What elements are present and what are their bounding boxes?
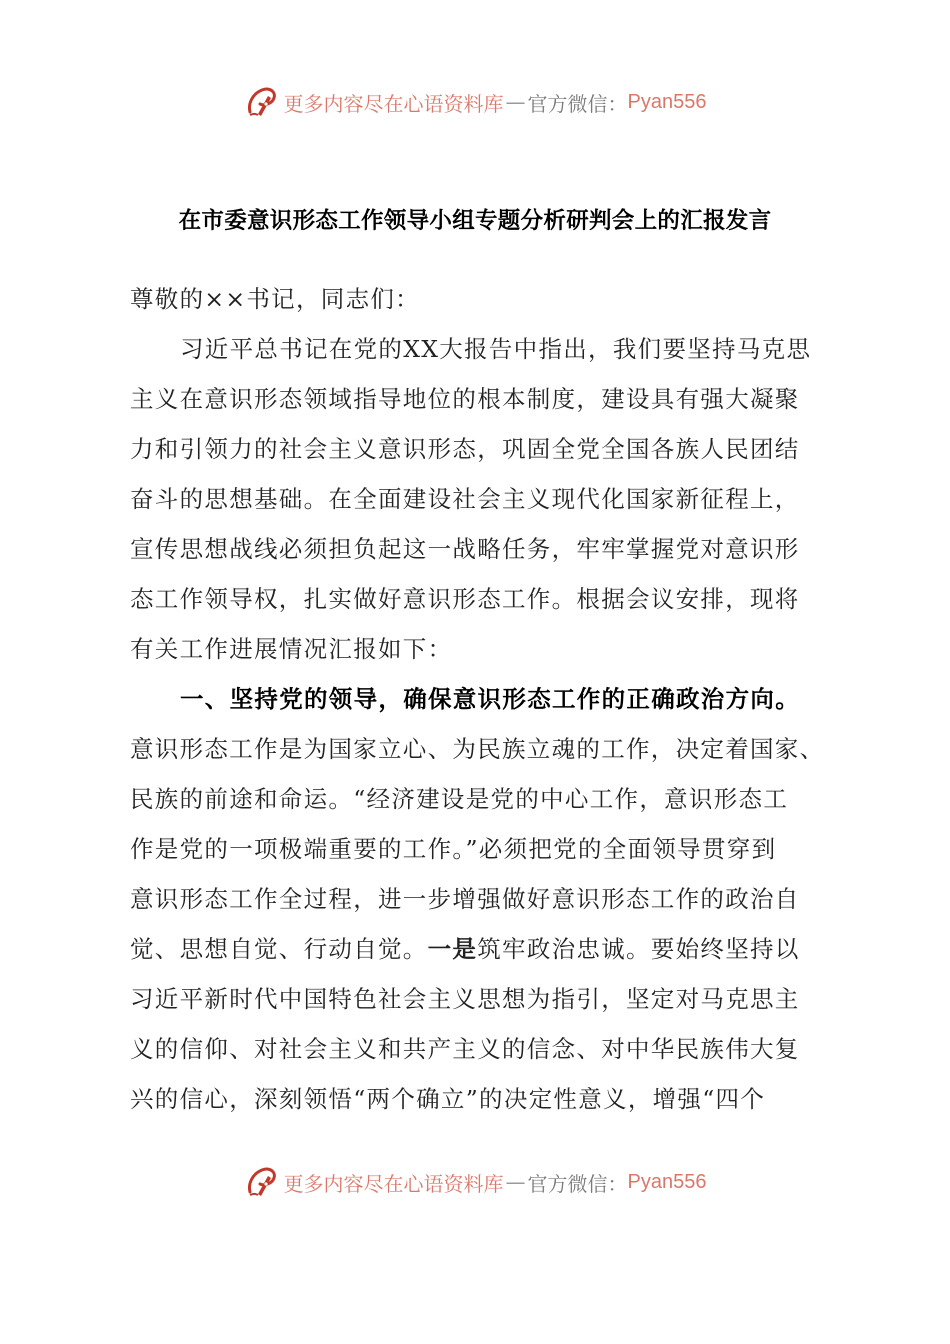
paragraph-line: 态工作领导权，扎实做好意识形态工作。根据会议安排，现将 [130, 585, 800, 613]
document-body [130, 274, 840, 1124]
paragraph-line: 作是党的一项极端重要的工作。”必须把党的全面领导贯穿到 [130, 835, 777, 863]
paragraph-text: 觉、思想自觉、行动自觉。 [130, 935, 428, 963]
watermark-separator: — [505, 1170, 526, 1194]
bold-lead-text: 一是 [427, 935, 478, 963]
paragraph-line: 义的信仰、对社会主义和共产主义的信念、对中华民族伟大复 [130, 1035, 800, 1063]
document-title: 在市委意识形态工作领导小组专题分析研判会上的汇报发言 [178, 208, 772, 234]
paragraph-line: 习近平新时代中国特色社会主义思想为指引，坚定对马克思主 [130, 985, 800, 1013]
paragraph-line: 意识形态工作是为国家立心、为民族立魂的工作，决定着国家、 [130, 735, 825, 763]
paragraph-line: 习近平总书记在党的XX大报告中指出，我们要坚持马克思 [180, 335, 812, 363]
paragraph-line: 奋斗的思想基础。在全面建设社会主义现代化国家新征程上， [130, 485, 800, 513]
paragraph-line: 民族的前途和命运。“经济建设是党的中心工作，意识形态工 [130, 785, 789, 813]
salutation: 尊敬的××书记，同志们： [130, 285, 420, 313]
paragraph-line: 有关工作进展情况汇报如下： [130, 635, 453, 663]
section-heading: 一、坚持党的领导，确保意识形态工作的正确政治方向。 [180, 685, 800, 713]
paragraph-line: 宣传思想战线必须担负起这一战略任务，牢牢掌握党对意识形 [130, 535, 800, 563]
paragraph-text: 筑牢政治忠诚。要始终坚持以 [477, 935, 800, 963]
watermark-separator: — [505, 90, 526, 114]
paragraph-line: 主义在意识形态领域指导地位的根本制度，建设具有强大凝聚 [130, 385, 800, 413]
watermark-brand-text: 更多内容尽在心语资料库 [283, 91, 504, 116]
paragraph-line [130, 924, 840, 974]
paragraph-line: 兴的信心，深刻领悟“两个确立”的决定性意义，增强“四个 [130, 1085, 766, 1113]
watermark-wechat-id: Pyan556 [627, 1170, 707, 1193]
fountain-pen-logo-icon [244, 1164, 280, 1200]
watermark-wechat-label: 官方微信： [527, 91, 628, 116]
watermark-wechat-label: 官方微信： [527, 1171, 628, 1196]
paragraph-line: 力和引领力的社会主义意识形态，巩固全党全国各族人民团结 [130, 435, 800, 463]
watermark-brand-text: 更多内容尽在心语资料库 [283, 1171, 504, 1196]
watermark-wechat-id: Pyan556 [627, 90, 707, 113]
watermark-banner-bottom [0, 1160, 950, 1204]
paragraph-line: 意识形态工作全过程，进一步增强做好意识形态工作的政治自 [130, 885, 800, 913]
watermark-banner-top [0, 80, 950, 124]
fountain-pen-logo-icon [244, 84, 280, 120]
